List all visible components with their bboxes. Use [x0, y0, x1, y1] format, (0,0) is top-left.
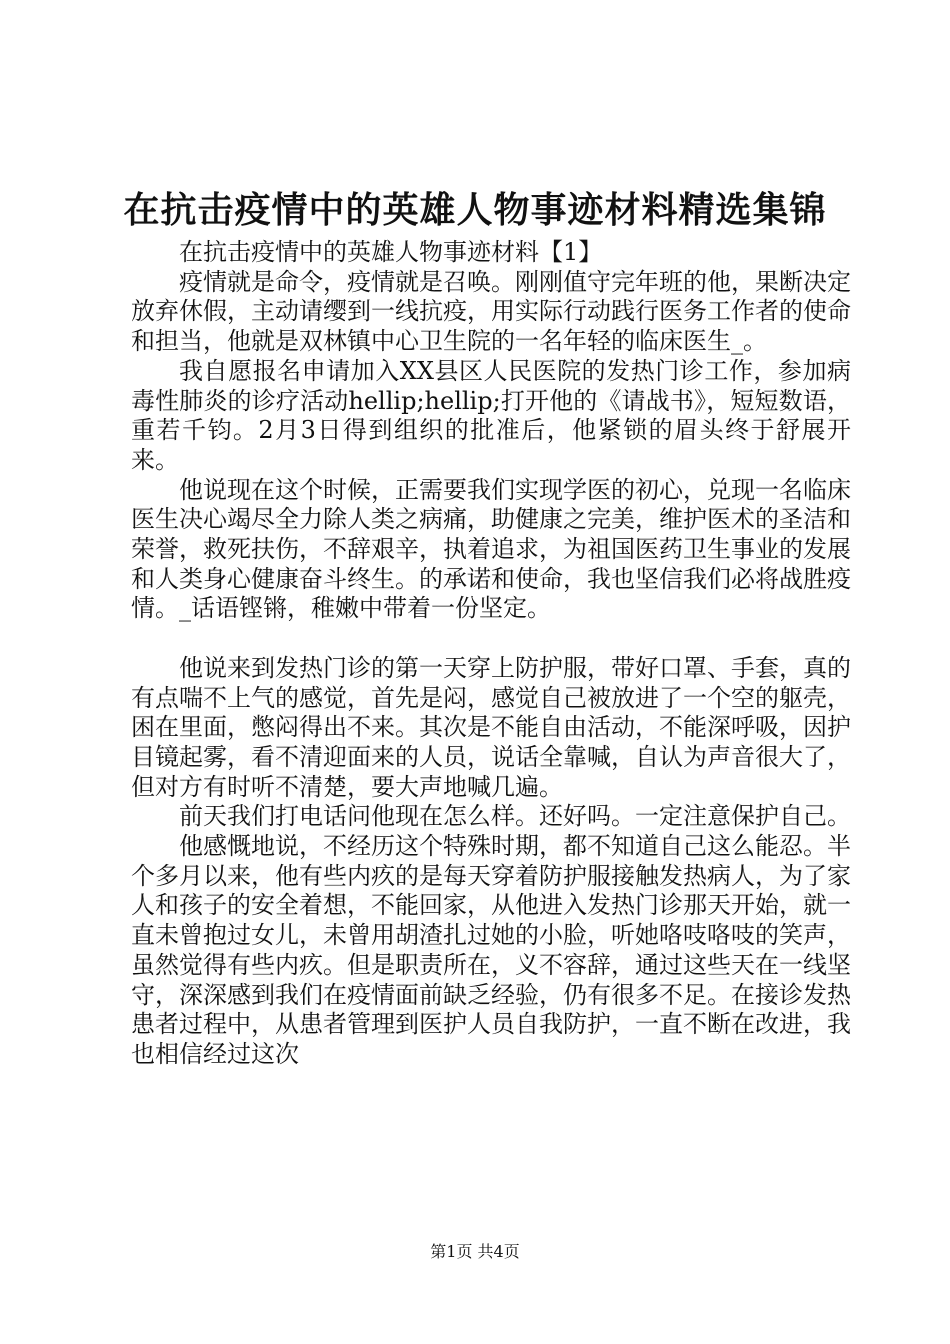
document-title: 在抗击疫情中的英雄人物事迹材料精选集锦 — [123, 189, 827, 231]
paragraph: 他说来到发热门诊的第一天穿上防护服，带好口罩、手套，真的有点喘不上气的感觉，首先是闷，感觉自己被放进了一个空的躯壳，困在里面，憋闷得出不来。其次是不能自由活动，不能深呼吸，因护目镜起雾，看不清迎面来的人员，说话全靠喊，自认为声音很大了，但对方有时听不清楚，要大声地喊几遍。 — [131, 653, 851, 801]
paragraph: 前天我们打电话问他现在怎么样。还好吗。一定注意保护自己。 — [179, 802, 851, 831]
paragraph-spacer — [131, 624, 851, 654]
paragraph: 他感慨地说，不经历这个特殊时期，都不知道自己这么能忍。半个多月以来，他有些内疚的是每天穿着防护服接触发热病人，为了家人和孩子的安全着想，不能回家，从他进入发热门诊那天开始，就一直未曾抱过女儿，未曾用胡渣扎过她的小脸，听她咯吱咯吱的笑声，虽然觉得有些内疚。但是职责所在，义不容辞，通过这些天在一线坚守，深深感到我们在疫情面前缺乏经验，仍有很多不足。在接诊发热患者过程中，从患者管理到医护人员自我防护，一直不断在改进，我也相信经过这次 — [131, 832, 851, 1068]
page-number-footer: 第1页 共4页 — [430, 1242, 520, 1261]
paragraph: 疫情就是命令，疫情就是召唤。刚刚值守完年班的他，果断决定放弃休假，主动请缨到一线抗疫，用实际行动践行医务工作者的使命和担当，他就是双林镇中心卫生院的一名年轻的临床医生_。 — [131, 267, 851, 356]
paragraph: 他说现在这个时候，正需要我们实现学医的初心，兑现一名临床医生决心竭尽全力除人类之病痛，助健康之完美，维护医术的圣洁和荣誉，救死扶伤，不辞艰辛，执着追求，为祖国医药卫生事业的发展和人类身心健康奋斗终生。的承诺和使命，我也坚信我们必将战胜疫情。_话语铿锵，稚嫩中带着一份坚定。 — [131, 475, 851, 623]
section-heading: 在抗击疫情中的英雄人物事迹材料【1】 — [179, 238, 603, 266]
document-body — [131, 238, 851, 1070]
paragraph: 我自愿报名申请加入XX县区人民医院的发热门诊工作，参加病毒性肺炎的诊疗活动hellip;hellip;打开他的《请战书》，短短数语，重若千钧。2月3日得到组织的批准后，他紧锁的眉头终于舒展开来。 — [131, 356, 851, 474]
